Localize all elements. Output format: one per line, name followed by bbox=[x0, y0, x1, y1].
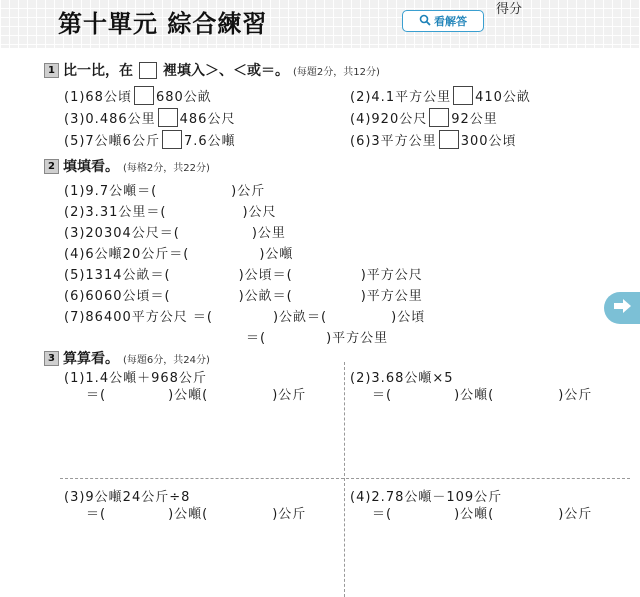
section-title: 算算看。 bbox=[63, 351, 119, 367]
fill-text: (5)1314公畝＝( bbox=[64, 268, 171, 283]
fill-blank[interactable] bbox=[166, 203, 242, 219]
calc-text: )公斤 bbox=[272, 507, 307, 522]
section-1-header bbox=[44, 60, 380, 80]
calc-text: )公噸( bbox=[168, 507, 209, 522]
fill-text: )公尺 bbox=[242, 205, 277, 220]
section-number: 2 bbox=[44, 159, 59, 174]
view-answer-button[interactable] bbox=[402, 10, 484, 32]
calc-blank[interactable] bbox=[208, 386, 272, 402]
compare-item-4 bbox=[350, 108, 498, 127]
fill-blank[interactable] bbox=[180, 224, 252, 240]
compare-left: (2)4.1平方公里 bbox=[350, 90, 452, 105]
fill-text: (1)9.7公噸＝( bbox=[64, 184, 158, 199]
compare-left: (3)0.486公里 bbox=[64, 112, 156, 127]
calc-text: ＝( bbox=[372, 388, 393, 403]
fill-text: (4)6公噸20公斤＝( bbox=[64, 247, 190, 262]
fill-text: (3)20304公尺＝( bbox=[64, 226, 180, 241]
fill-text: )公頃 bbox=[391, 310, 426, 325]
calc-text: )公噸( bbox=[168, 388, 209, 403]
grid-divider-horizontal bbox=[60, 478, 630, 479]
calc-question: (3)9公噸24公斤÷8 bbox=[64, 490, 191, 505]
compare-item-6 bbox=[350, 130, 517, 149]
compare-right: 92公里 bbox=[451, 112, 498, 127]
calc-text: )公噸( bbox=[454, 507, 495, 522]
magnifier-icon bbox=[419, 14, 431, 29]
fill-item-5 bbox=[64, 264, 423, 283]
calc-question: (1)1.4公噸＋968公斤 bbox=[64, 371, 207, 386]
calc-answer-3 bbox=[86, 503, 306, 522]
section-title: 比一比，在 bbox=[63, 63, 133, 79]
compare-right: 7.6公噸 bbox=[183, 134, 236, 149]
fill-text: )公頃＝( bbox=[238, 268, 293, 283]
fill-text: )平方公里 bbox=[360, 289, 423, 304]
compare-right: 680公畝 bbox=[155, 90, 212, 105]
fill-item-1 bbox=[64, 180, 265, 199]
section-title-after: 裡填入＞、＜或＝。 bbox=[163, 63, 289, 79]
section-title: 填填看。 bbox=[63, 159, 119, 175]
page-title: 第十單元 綜合練習 bbox=[58, 10, 268, 38]
compare-left: (1)68公頃 bbox=[64, 90, 132, 105]
fill-blank[interactable] bbox=[189, 245, 259, 261]
fill-item-2 bbox=[64, 201, 277, 220]
fill-text: )公噸 bbox=[259, 247, 294, 262]
view-answer-label: 看解答 bbox=[434, 15, 467, 28]
fill-blank[interactable] bbox=[293, 287, 361, 303]
fill-text: )公里 bbox=[251, 226, 286, 241]
fill-item-6 bbox=[64, 285, 423, 304]
calc-text: ＝( bbox=[372, 507, 393, 522]
compare-item-3 bbox=[64, 108, 235, 127]
compare-right: 300公頃 bbox=[460, 134, 517, 149]
calc-blank[interactable] bbox=[494, 505, 558, 521]
fill-blank[interactable] bbox=[293, 266, 361, 282]
fill-blank[interactable] bbox=[266, 329, 326, 345]
fill-text: ＝( bbox=[246, 331, 267, 346]
fill-item-7-cont bbox=[246, 327, 388, 346]
calc-blank[interactable] bbox=[208, 505, 272, 521]
calc-text: )公斤 bbox=[558, 388, 593, 403]
calc-blank[interactable] bbox=[494, 386, 558, 402]
example-box bbox=[139, 62, 157, 79]
score-label: 得分 bbox=[496, 2, 523, 17]
fill-text: (6)6060公頃＝( bbox=[64, 289, 171, 304]
fill-blank[interactable] bbox=[171, 287, 239, 303]
fill-blank[interactable] bbox=[213, 308, 273, 324]
fill-item-7 bbox=[64, 306, 425, 325]
fill-blank[interactable] bbox=[157, 182, 231, 198]
compare-answer-box[interactable] bbox=[429, 108, 449, 127]
fill-text: (2)3.31公里＝( bbox=[64, 205, 167, 220]
fill-text: )平方公尺 bbox=[360, 268, 423, 283]
arrow-right-icon bbox=[612, 298, 632, 318]
fill-text: )平方公里 bbox=[326, 331, 389, 346]
compare-left: (6)3平方公里 bbox=[350, 134, 437, 149]
fill-text: (7)86400平方公尺 ＝( bbox=[64, 310, 213, 325]
fill-text: )公畝＝( bbox=[238, 289, 293, 304]
fill-item-4 bbox=[64, 243, 293, 262]
calc-text: )公噸( bbox=[454, 388, 495, 403]
calc-answer-2 bbox=[372, 384, 592, 403]
section-number: 1 bbox=[44, 63, 59, 78]
compare-item-5 bbox=[64, 130, 236, 149]
calc-blank[interactable] bbox=[392, 386, 454, 402]
section-note: (每題6分，共24分) bbox=[123, 354, 210, 366]
fill-item-3 bbox=[64, 222, 286, 241]
calc-text: )公斤 bbox=[558, 507, 593, 522]
compare-answer-box[interactable] bbox=[158, 108, 178, 127]
calc-question: (2)3.68公噸×5 bbox=[350, 371, 454, 386]
section-note: (每格2分，共22分) bbox=[123, 162, 210, 174]
fill-text: )公畝＝( bbox=[272, 310, 328, 325]
compare-left: (5)7公噸6公斤 bbox=[64, 134, 160, 149]
calc-text: ＝( bbox=[86, 507, 107, 522]
next-page-button[interactable] bbox=[604, 292, 640, 324]
section-3-header bbox=[44, 348, 210, 368]
compare-left: (4)920公尺 bbox=[350, 112, 428, 127]
compare-answer-box[interactable] bbox=[453, 86, 473, 105]
compare-right: 486公尺 bbox=[179, 112, 236, 127]
calc-question: (4)2.78公噸－109公斤 bbox=[350, 490, 503, 505]
fill-blank[interactable] bbox=[327, 308, 391, 324]
compare-item-1 bbox=[64, 86, 212, 105]
calc-blank[interactable] bbox=[106, 505, 168, 521]
section-number: 3 bbox=[44, 351, 59, 366]
calc-blank[interactable] bbox=[106, 386, 168, 402]
calc-answer-1 bbox=[86, 384, 306, 403]
fill-blank[interactable] bbox=[171, 266, 239, 282]
section-note: (每題2分，共12分) bbox=[293, 66, 380, 78]
calc-text: )公斤 bbox=[272, 388, 307, 403]
calc-blank[interactable] bbox=[392, 505, 454, 521]
calc-text: ＝( bbox=[86, 388, 107, 403]
calc-answer-4 bbox=[372, 503, 592, 522]
compare-item-2 bbox=[350, 86, 531, 105]
compare-answer-box[interactable] bbox=[439, 130, 459, 149]
section-2-header bbox=[44, 156, 210, 176]
fill-text: )公斤 bbox=[231, 184, 266, 199]
compare-right: 410公畝 bbox=[475, 90, 531, 105]
compare-answer-box[interactable] bbox=[162, 130, 182, 149]
grid-divider-vertical bbox=[344, 362, 345, 597]
compare-answer-box[interactable] bbox=[134, 86, 154, 105]
